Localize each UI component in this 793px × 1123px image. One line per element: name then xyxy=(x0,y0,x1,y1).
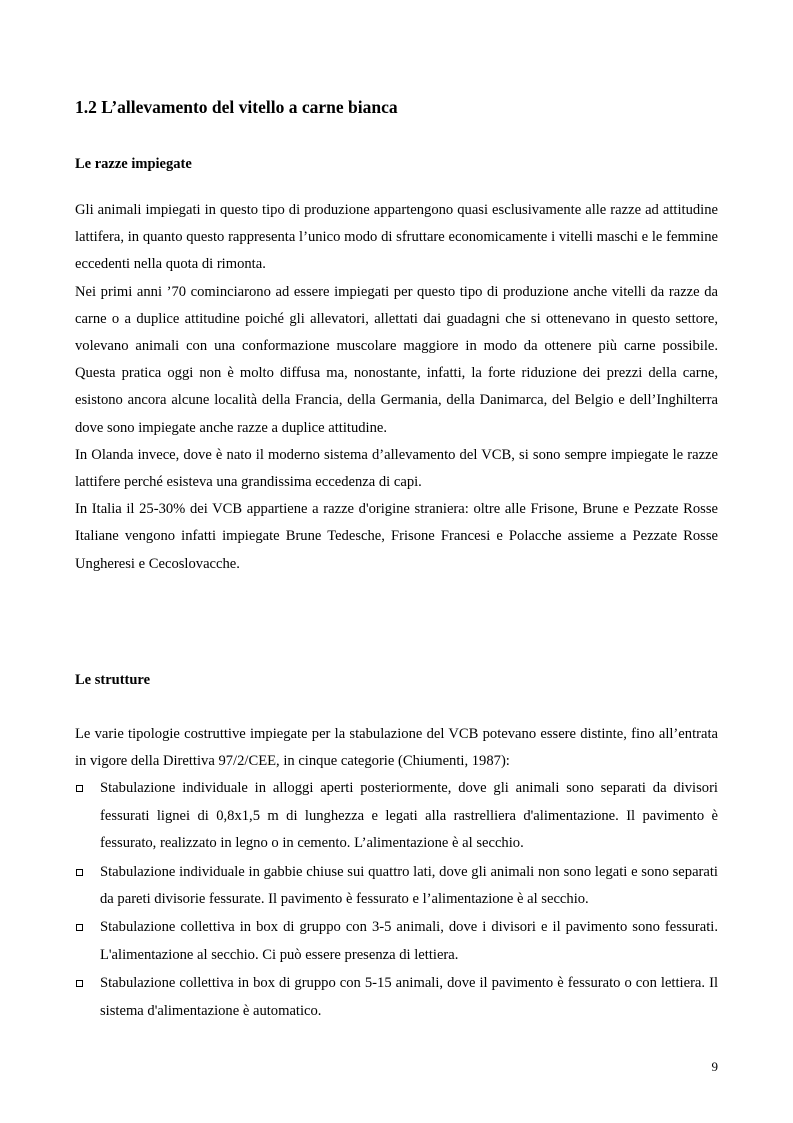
section-title: 1.2 L’allevamento del vitello a carne bianca xyxy=(75,97,398,117)
list-item xyxy=(75,775,718,857)
paragraph: In Italia il 25-30% dei VCB appartiene a razze d'origine straniera: oltre alle Frisone, Brune e Pezzate Rosse Italiane vengono infatti impiegate Brune Tedesche, Frisone Francesi e Polacche assieme a Pezzate Rosse Ungheresi e Cecoslovacche. xyxy=(75,501,718,572)
list-item xyxy=(75,859,718,913)
paragraph: In Olanda invece, dove è nato il moderno sistema d’allevamento del VCB, si sono sempre impiegate le razze lattifere perché esisteva una grandissima eccedenza di capi. xyxy=(75,446,718,491)
checkbox-bullet-icon xyxy=(76,785,83,792)
paragraph: Nei primi anni ’70 cominciarono ad essere impiegati per questo tipo di produzione anche vitelli da razze da carne o a duplice attitudine poiché gli allevatori, allettati dai guadagni che si ottenevano in questo settore, volevano animali con una conformazione muscolare maggiore in modo da ottenere più carne possibile. Questa pratica oggi non è molto diffusa ma, nonostante, infatti, la forte riduzione dei prezzi della carne, esistono ancora alcune località della Francia, della Germania, della Danimarca, del Belgio e dell’Inghilterra dove sono impiegate anche razze a duplice attitudine. xyxy=(75,283,718,436)
structures-body xyxy=(75,721,718,1025)
bullet-list xyxy=(75,775,718,1024)
list-item xyxy=(75,914,718,968)
list-item xyxy=(75,970,718,1024)
intro-paragraph: Le varie tipologie costruttive impiegate per la stabulazione del VCB potevano essere distinte, fino all’entrata in vigore della Direttiva 97/2/CEE, in cinque categorie (Chiumenti, 1987): xyxy=(75,726,718,770)
subsection-heading-structures: Le strutture xyxy=(75,672,151,688)
list-item-text: Stabulazione collettiva in box di gruppo con 5-15 animali, dove il pavimento è fessurato o con lettiera. Il sistema d'alimentazione è automatico. xyxy=(100,975,718,1019)
subsection-heading-breeds: Le razze impiegate xyxy=(75,156,192,172)
breeds-body xyxy=(75,197,718,578)
checkbox-bullet-icon xyxy=(76,924,83,931)
list-item-text: Stabulazione individuale in gabbie chiuse sui quattro lati, dove gli animali non sono legati e sono separati da pareti divisorie fessurate. Il pavimento è fessurato e l’alimentazione è al secchio. xyxy=(100,863,718,907)
checkbox-bullet-icon xyxy=(76,980,83,987)
checkbox-bullet-icon xyxy=(76,869,83,876)
paragraph: Gli animali impiegati in questo tipo di produzione appartengono quasi esclusivamente alle razze ad attitudine lattifera, in quanto questo rappresenta l’unico modo di sfruttare economicamente i vitelli maschi e le femmine eccedenti nella quota di rimonta. xyxy=(75,202,718,273)
list-item-text: Stabulazione collettiva in box di gruppo con 3-5 animali, dove i divisori e il pavimento sono fessurati. L'alimentazione al secchio. Ci può essere presenza di lettiera. xyxy=(100,919,718,963)
page-number: 9 xyxy=(711,1059,718,1074)
list-item-text: Stabulazione individuale in alloggi aperti posteriormente, dove gli animali sono separati da divisori fessurati lignei di 0,8x1,5 m di lunghezza e legati alla rastrelliera d'alimentazione. Il pavimento è fessurato, realizzato in legno o in cemento. L’alimentazione è al secchio. xyxy=(100,780,718,851)
